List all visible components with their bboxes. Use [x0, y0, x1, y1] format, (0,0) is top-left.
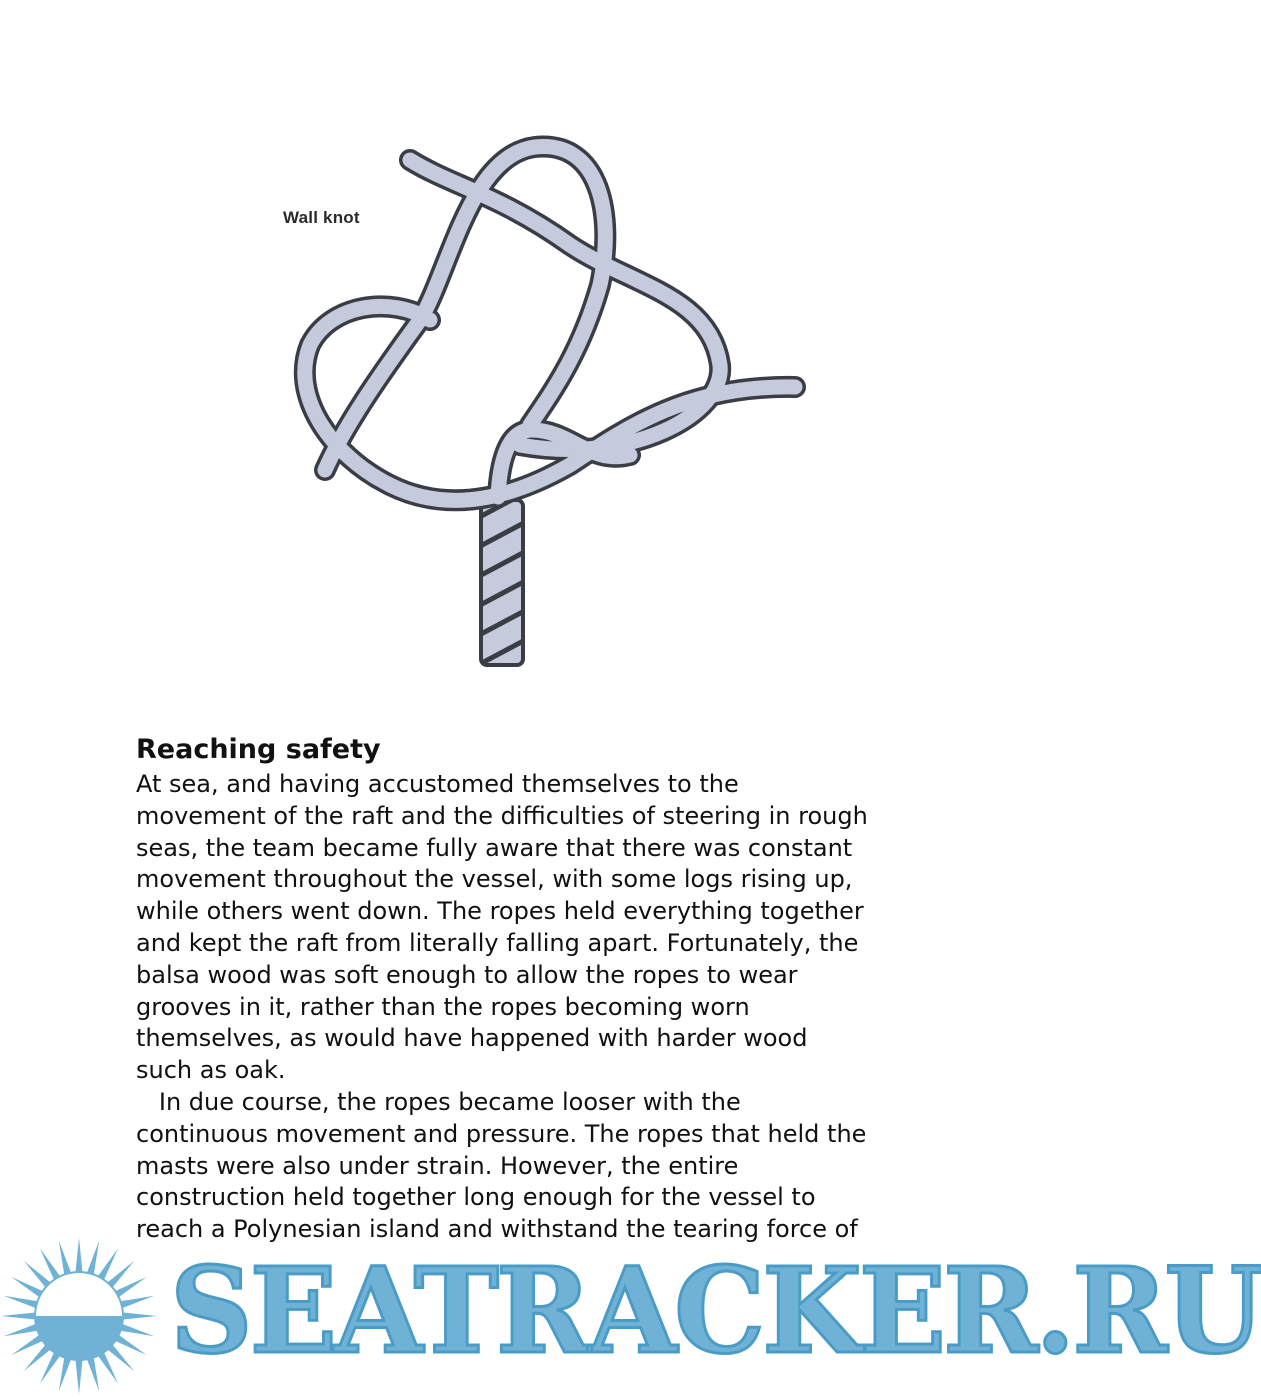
- text-line: grooves in it, rather than the ropes becoming worn: [136, 992, 750, 1021]
- text-line: and kept the raft from literally falling apart. Fortunately, the: [136, 928, 859, 957]
- paragraph-2: [136, 1087, 956, 1246]
- text-line: such as oak.: [136, 1056, 286, 1085]
- article-body: [136, 731, 956, 1246]
- text-line: movement throughout the vessel, with some logs rising up,: [136, 865, 853, 894]
- text-line: masts were also under strain. However, the entire: [136, 1151, 739, 1180]
- text-line: At sea, and having accustomed themselves to the: [136, 770, 739, 798]
- figure-caption: Wall knot: [283, 208, 360, 227]
- text-line: continuous movement and pressure. The ropes that held the: [136, 1119, 867, 1148]
- text-line: themselves, as would have happened with harder wood: [136, 1024, 808, 1053]
- watermark-text: SEATRACKER.RU: [170, 1241, 1261, 1380]
- text-line: In due course, the ropes became looser with the: [136, 1087, 741, 1116]
- article-heading: Reaching safety: [136, 734, 381, 765]
- text-line: seas, the team became fully aware that there was constant: [136, 833, 853, 862]
- sun-ray: [75, 1356, 83, 1394]
- text-line: reach a Polynesian island and withstand the tearing force of: [136, 1215, 858, 1244]
- sun-ray: [1, 1312, 39, 1320]
- rope-standing-part: [481, 500, 523, 665]
- sun-ray: [75, 1238, 83, 1276]
- text-line: while others went down. The ropes held everything together: [136, 897, 864, 926]
- text-line: balsa wood was soft enough to allow the ropes to wear: [136, 960, 798, 989]
- text-line: construction held together long enough for the vessel to: [136, 1183, 816, 1212]
- sun-ray: [119, 1312, 157, 1320]
- paragraph-1: [136, 769, 956, 1087]
- text-line: movement of the raft and the difficulties of steering in rough: [136, 801, 868, 830]
